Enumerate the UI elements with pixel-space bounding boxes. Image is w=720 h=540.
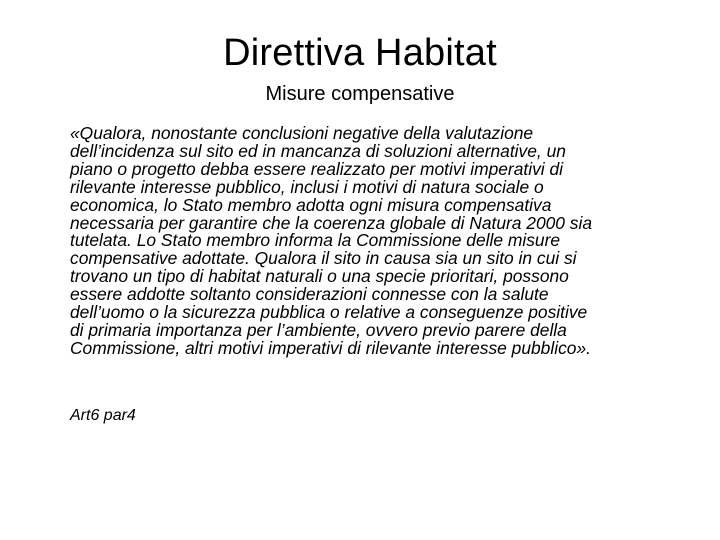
- quote-line: di primaria importanza per l’ambiente, ovvero previo parere della: [70, 319, 567, 340]
- quote-line: trovano un tipo di habitat naturali o una specie prioritari, possono: [70, 266, 569, 287]
- quote-block: [70, 125, 678, 358]
- slide-subtitle: Misure compensative: [265, 83, 455, 105]
- quote-line: «Qualora, nonostante conclusioni negative della valutazione: [70, 123, 534, 143]
- quote-line: dell’incidenza sul sito ed in mancanza di soluzioni alternative, un: [70, 140, 566, 161]
- article-reference: Art6 par4: [70, 407, 136, 424]
- quote-line: tutelata. Lo Stato membro informa la Commissione delle misure: [70, 230, 561, 251]
- quote-line: rilevante interesse pubblico, inclusi i motivi di natura sociale o: [70, 176, 544, 197]
- slide-title: Direttiva Habitat: [223, 32, 497, 74]
- quote-line: Commissione, altri motivi imperativi di rilevante interesse pubblico».: [70, 337, 591, 358]
- quote-line: compensative adottate. Qualora il sito in causa sia un sito in cui si: [70, 248, 577, 269]
- quote-line: dell’uomo o la sicurezza pubblica o relative a conseguenze positive: [70, 302, 588, 323]
- quote-line: essere addotte soltanto considerazioni connesse con la salute: [70, 284, 549, 305]
- quote-line: economica, lo Stato membro adotta ogni misura compensativa: [70, 194, 552, 215]
- quote-line: necessaria per garantire che la coerenza globale di Natura 2000 sia: [70, 212, 593, 233]
- quote-line: piano o progetto debba essere realizzato per motivi imperativi di: [70, 158, 564, 179]
